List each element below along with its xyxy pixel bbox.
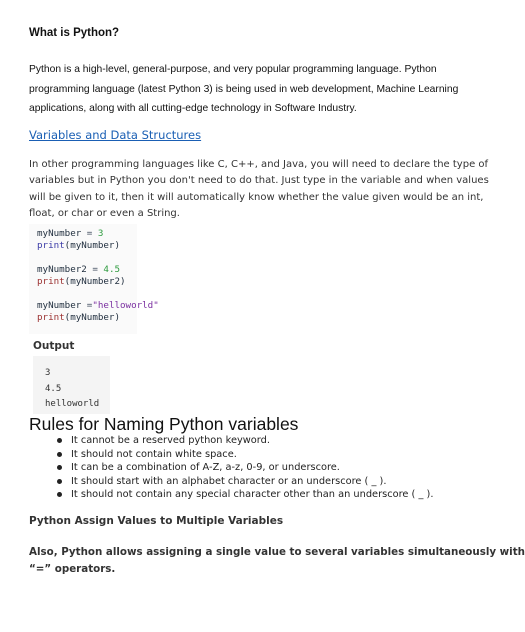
paragraph-line: float, or char or even a String.: [29, 207, 180, 219]
rules-list: [56, 434, 456, 502]
code-token: (myNumber): [64, 312, 120, 323]
bullet-icon: [57, 438, 62, 443]
paragraph-line: Also, Python allows assigning a single value to several variables simultaneously with: [29, 546, 525, 558]
assign-heading: Python Assign Values to Multiple Variables: [29, 515, 284, 527]
rules-list-item: [56, 434, 456, 448]
intro-line: programming language (latest Python 3) is being used in web development, Machine Learning: [29, 83, 459, 95]
paragraph-line: In other programming languages like C, C++, and Java, you will need to declare the type of: [29, 159, 489, 170]
output-line: 3: [45, 368, 51, 378]
bullet-icon: [57, 452, 62, 457]
paragraph-line: variables but in Python you don't need to do that. Just type in the variable and when values: [29, 175, 489, 187]
code-block: [29, 224, 159, 334]
bullet-icon: [57, 492, 62, 497]
code-token: (myNumber): [64, 240, 120, 251]
intro-paragraph: [29, 60, 459, 119]
rules-list-item: [56, 461, 456, 475]
rules-list-item: [56, 488, 456, 502]
bullet-icon: [57, 479, 62, 484]
paragraph-line: “=” operators.: [29, 563, 116, 575]
code-token: (myNumber2): [64, 276, 126, 287]
code-token: myNumber: [37, 300, 82, 311]
code-token: print: [37, 312, 65, 323]
code-token: print: [37, 240, 65, 251]
rule-text: It should start with an alphabet character or an underscore ( _ ).: [71, 475, 387, 487]
code-token: =: [86, 264, 104, 275]
code-token: =: [81, 228, 98, 239]
code-token: =: [81, 300, 93, 311]
rules-heading: Rules for Naming Python variables: [29, 414, 299, 434]
code-line: [37, 228, 103, 239]
rule-text: It can be a combination of A-Z, a-z, 0-9, or underscore.: [71, 462, 340, 474]
output-line: helloworld: [45, 399, 100, 409]
code-token: 4.5: [103, 264, 121, 275]
variables-paragraph: [29, 157, 489, 222]
code-token: print: [37, 276, 65, 287]
output-line: 4.5: [45, 384, 62, 394]
rules-list-item: [56, 448, 456, 462]
assign-paragraph: [29, 544, 525, 578]
intro-line: Python is a high-level, general-purpose, and very popular programming language. Python: [29, 64, 437, 75]
rules-list-item: [56, 475, 456, 489]
bullet-icon: [57, 465, 62, 470]
paragraph-line: will be given to it, then it will automatically know whether the value given would be an int,: [29, 191, 484, 203]
what-is-python-heading: What is Python?: [29, 27, 120, 39]
rule-text: It cannot be a reserved python keyword.: [71, 435, 270, 446]
code-token: myNumber2: [37, 264, 87, 275]
code-line: [37, 312, 120, 323]
output-label: Output: [33, 340, 75, 352]
code-line: [37, 276, 126, 287]
code-line: [37, 240, 120, 251]
rule-text: It should not contain white space.: [71, 448, 237, 460]
code-token: "helloworld": [92, 300, 159, 311]
code-token: myNumber: [37, 228, 82, 239]
code-line: [37, 300, 159, 311]
variables-section-link[interactable]: Variables and Data Structures: [29, 128, 202, 142]
rule-text: It should not contain any special character other than an underscore ( _ ).: [71, 489, 434, 501]
code-line: [37, 264, 120, 275]
code-token: 3: [97, 228, 104, 239]
output-block: [33, 356, 110, 414]
intro-line: applications, along with all cutting-edge technology in Software Industry.: [29, 103, 357, 114]
